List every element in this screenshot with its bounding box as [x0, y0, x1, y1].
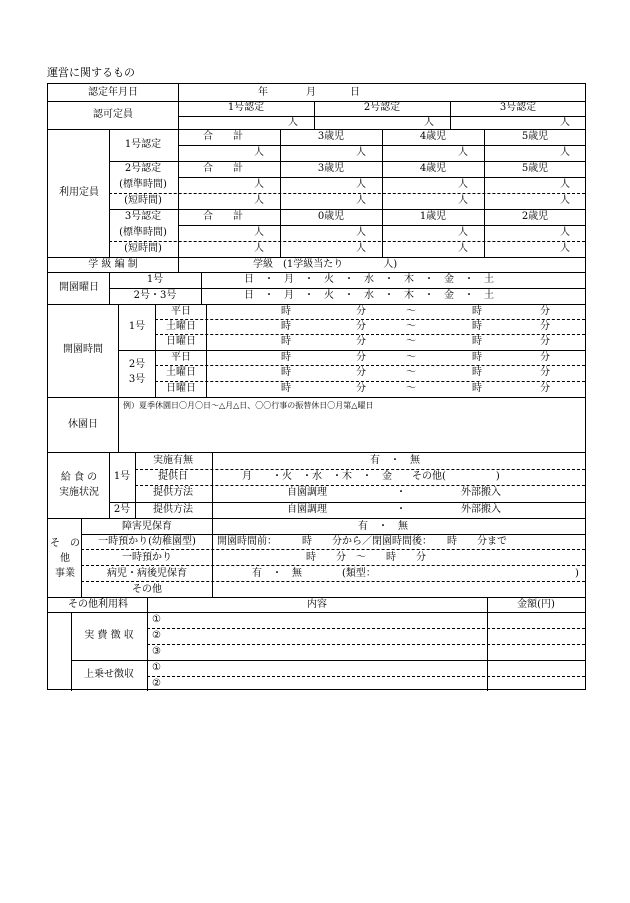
kyushoku-jien-2: 自園調理	[287, 504, 327, 515]
riyou-g3-tanjikan-unit-4: 人	[560, 243, 570, 254]
sonota-ichiji-value: 時 分 ～ 時 分	[306, 552, 426, 563]
kaien-jikan-ji-end-1: 時	[472, 306, 482, 317]
kaien-jikan-ji-start-6: 時	[281, 383, 291, 394]
kaien-jikan-g23a: 2号	[128, 359, 146, 370]
riyou-g2-tanjikan: (短時間)	[124, 195, 162, 206]
kaien-jikan-kara-4: ～	[406, 352, 416, 363]
riyou-g1-unit-1: 人	[254, 147, 264, 158]
riyou-label: 利用定員	[59, 187, 99, 198]
kyushoku-jisshi: 実施有無	[153, 455, 193, 466]
kaien-jikan-fun-end-2: 分	[540, 321, 550, 332]
kyushoku-houhou-2: 提供方法	[153, 504, 193, 515]
riyou-g3-hyoujun-unit-2: 人	[356, 227, 366, 238]
kyushoku-ari-nashi: 有 ・ 無	[370, 455, 420, 466]
kyushoku-jien-1: 自園調理	[287, 487, 327, 498]
kaien-jikan-ji-end-4: 時	[472, 352, 482, 363]
kaien-jikan-fun-end-1: 分	[540, 306, 550, 317]
kateiin-unit-3: 人	[560, 117, 570, 128]
riyou-g2-hyoujun-unit-2: 人	[356, 179, 366, 190]
kyushoku-g1: 1号	[113, 471, 131, 482]
ryoukin-uwanose-n1: ①	[152, 662, 161, 673]
sonota-label-2: 他	[60, 553, 70, 564]
page-heading: 運営に関するもの	[47, 66, 135, 79]
kateiin-unit-2: 人	[424, 117, 434, 128]
sonota-byouji-value: 有 ・ 無 (類型：	[252, 568, 376, 579]
riyou-g2-label: 2号認定	[124, 163, 162, 174]
kateiin-col-3: 3号認定	[499, 102, 537, 113]
kaien-jikan-ji-start-5: 時	[281, 367, 291, 378]
riyou-g2-hyoujun: (標準時間)	[119, 179, 167, 190]
kateiin-col-2: 2号認定	[363, 102, 401, 113]
riyou-g2-col-1: 3歳児	[317, 163, 345, 174]
riyou-g3-tanjikan-unit-3: 人	[458, 243, 468, 254]
kaien-jikan-ji-start-2: 時	[281, 321, 291, 332]
kaien-jikan-day-1: 平日	[171, 306, 191, 317]
kaien-jikan-ji-start-1: 時	[281, 306, 291, 317]
sonota-sonota: その他	[132, 584, 162, 595]
kyushoku-dot-2: ・	[396, 504, 406, 515]
riyou-g3-col-3: 2歳児	[521, 211, 549, 222]
kaien-jikan-kara-2: ～	[406, 321, 416, 332]
kaien-youbi-r2: 2号・3号	[133, 290, 177, 301]
nintei-year: 年	[258, 87, 268, 98]
riyou-g3-label: 3号認定	[124, 211, 162, 222]
kyushoku-days: 月 ・火 ・水 ・木 ・ 金 その他( )	[242, 471, 500, 482]
ryoukin-uwanose-n2: ②	[152, 678, 161, 689]
kaien-jikan-day-5: 土曜日	[166, 367, 196, 378]
riyou-g3-hyoujun-unit-1: 人	[254, 227, 264, 238]
riyou-g1-label: 1号認定	[124, 139, 162, 150]
kaien-jikan-fun-end-4: 分	[540, 352, 550, 363]
gakkyu-value: 学級 (1学級当たり 人)	[253, 259, 398, 270]
riyou-g3-tanjikan-unit-2: 人	[356, 243, 366, 254]
riyou-g2-tanjikan-unit-3: 人	[458, 195, 468, 206]
sonota-byouji: 病児・病後児保育	[107, 568, 187, 579]
kaien-jikan-fun-start-1: 分	[356, 306, 366, 317]
riyou-g2-tanjikan-unit-2: 人	[356, 195, 366, 206]
sonota-ichiji: 一時預かり	[122, 552, 172, 563]
riyou-g1-unit-4: 人	[560, 147, 570, 158]
kaien-jikan-kara-3: ～	[406, 336, 416, 347]
gakkyu-label: 学 級 編 制	[88, 259, 138, 270]
kateiin-label: 認可定員	[93, 109, 133, 120]
kaien-jikan-fun-start-2: 分	[356, 321, 366, 332]
riyou-g3-goukei: 合 計	[203, 211, 243, 222]
sonota-label-3: 事業	[55, 568, 75, 579]
kyushoku-label-1: 給 食 の	[60, 472, 98, 483]
kyushoku-label-2: 実施状況	[59, 487, 99, 498]
riyou-g1-col-3: 5歳児	[521, 131, 549, 142]
ryoukin-jippi-n3: ③	[152, 646, 161, 657]
riyou-g1-col-1: 3歳児	[317, 131, 345, 142]
kaien-jikan-fun-start-6: 分	[356, 383, 366, 394]
kaien-jikan-day-2: 土曜日	[166, 321, 196, 332]
nintei-day: 日	[350, 87, 360, 98]
ryoukin-jippi-n1: ①	[152, 614, 161, 625]
kyuen-label: 休園日	[68, 419, 98, 430]
riyou-g3-hyoujun: (標準時間)	[119, 227, 167, 238]
riyou-g1-goukei: 合 計	[203, 131, 243, 142]
sonota-ichiji-y-value: 開園時間前： 時 分から／閉園時間後： 時 分まで	[217, 536, 507, 547]
kaien-jikan-kara-6: ～	[406, 383, 416, 394]
riyou-g2-tanjikan-unit-1: 人	[254, 195, 264, 206]
riyou-g2-hyoujun-unit-3: 人	[458, 179, 468, 190]
operation-form-table	[47, 83, 586, 690]
sonota-shougai: 障害児保育	[122, 521, 172, 532]
sonota-byouji-end: )	[575, 568, 579, 579]
riyou-g3-hyoujun-unit-4: 人	[560, 227, 570, 238]
kateiin-unit-1: 人	[288, 117, 298, 128]
kaien-youbi-days-2: 日 ・ 月 ・ 火 ・ 水 ・ 木 ・ 金 ・ 土	[244, 290, 494, 301]
sonota-shougai-value: 有 ・ 無	[358, 521, 408, 532]
kaien-jikan-day-4: 平日	[171, 352, 191, 363]
kaien-jikan-kara-1: ～	[406, 306, 416, 317]
kaien-youbi-r1: 1号	[146, 274, 164, 285]
kyushoku-teikyoubi: 提供日	[158, 471, 188, 482]
kyushoku-gaibu-1: 外部搬入	[461, 487, 501, 498]
kaien-jikan-day-6: 日曜日	[166, 383, 196, 394]
riyou-g2-hyoujun-unit-4: 人	[560, 179, 570, 190]
riyou-g3-col-1: 0歳児	[317, 211, 345, 222]
riyou-g3-tanjikan-unit-1: 人	[254, 243, 264, 254]
ryoukin-naiyou: 内容	[307, 599, 327, 610]
riyou-g1-unit-2: 人	[356, 147, 366, 158]
riyou-g2-hyoujun-unit-1: 人	[254, 179, 264, 190]
kaien-jikan-fun-start-4: 分	[356, 352, 366, 363]
ryoukin-label: その他利用料	[68, 599, 128, 610]
kaien-jikan-g1: 1号	[128, 321, 146, 332]
kyushoku-houhou-1: 提供方法	[153, 487, 193, 498]
ryoukin-jippi: 実 費 徴 収	[84, 630, 134, 641]
kateiin-col-1: 1号認定	[227, 102, 265, 113]
riyou-g3-tanjikan: (短時間)	[124, 243, 162, 254]
kaien-jikan-fun-end-6: 分	[540, 383, 550, 394]
kaien-jikan-ji-end-3: 時	[472, 336, 482, 347]
riyou-g3-hyoujun-unit-3: 人	[458, 227, 468, 238]
riyou-g3-col-2: 1歳児	[419, 211, 447, 222]
kaien-jikan-ji-end-6: 時	[472, 383, 482, 394]
kaien-jikan-fun-start-5: 分	[356, 367, 366, 378]
riyou-g2-col-2: 4歳児	[419, 163, 447, 174]
nintei-month: 月	[306, 87, 316, 98]
kaien-youbi-label: 開園曜日	[59, 282, 99, 293]
ryoukin-uwanose: 上乗せ徴収	[84, 669, 134, 680]
kaien-youbi-days-1: 日 ・ 月 ・ 火 ・ 水 ・ 木 ・ 金 ・ 土	[244, 274, 494, 285]
ryoukin-jippi-n2: ②	[152, 630, 161, 641]
kaien-jikan-day-3: 日曜日	[166, 336, 196, 347]
riyou-g1-unit-3: 人	[458, 147, 468, 158]
ryoukin-kingaku: 金額(円)	[517, 599, 555, 610]
kaien-jikan-fun-start-3: 分	[356, 336, 366, 347]
nintei-label: 認定年月日	[88, 87, 138, 98]
kaien-jikan-ji-start-4: 時	[281, 352, 291, 363]
riyou-g2-col-3: 5歳児	[521, 163, 549, 174]
kyuen-example: 例）夏季休園日〇月〇日～△月△日、〇〇行事の振替休日〇月第△曜日	[123, 401, 374, 410]
kaien-jikan-label: 開園時間	[63, 344, 103, 355]
sonota-ichiji-y: 一時預かり(幼稚園型)	[98, 536, 196, 547]
kyushoku-g2: 2号	[113, 504, 131, 515]
kyushoku-gaibu-2: 外部搬入	[461, 504, 501, 515]
sonota-label-1: そ の	[50, 538, 80, 549]
kyushoku-dot-1: ・	[396, 487, 406, 498]
riyou-g2-tanjikan-unit-4: 人	[560, 195, 570, 206]
kaien-jikan-ji-start-3: 時	[281, 336, 291, 347]
kaien-jikan-kara-5: ～	[406, 367, 416, 378]
kaien-jikan-fun-end-5: 分	[540, 367, 550, 378]
riyou-g1-col-2: 4歳児	[419, 131, 447, 142]
riyou-g2-goukei: 合 計	[203, 163, 243, 174]
kaien-jikan-fun-end-3: 分	[540, 336, 550, 347]
kaien-jikan-g23b: 3号	[128, 374, 146, 385]
kaien-jikan-ji-end-5: 時	[472, 367, 482, 378]
kaien-jikan-ji-end-2: 時	[472, 321, 482, 332]
